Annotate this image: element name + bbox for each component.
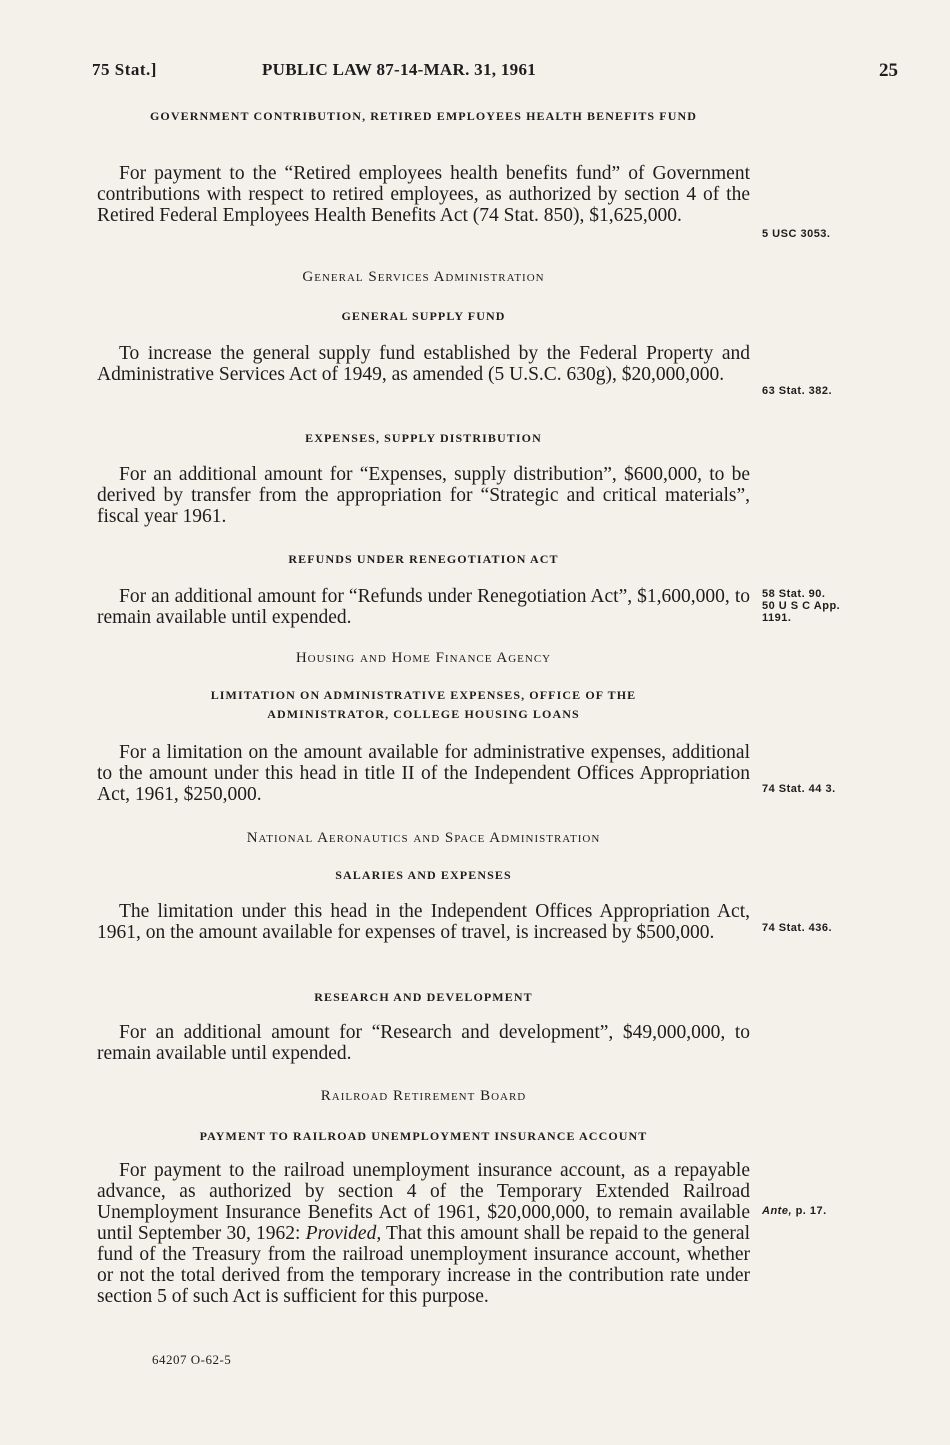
margin-note-ante: Ante, (762, 1205, 792, 1217)
payment-heading: PAYMENT TO RAILROAD UNEMPLOYMENT INSURANCE ACCOUNT (199, 1129, 648, 1143)
refunds-heading: REFUNDS UNDER RENEGOTIATION ACT (288, 552, 559, 566)
margin-note-58stat90 (762, 588, 882, 624)
expenses-supply-text: For an additional amount for “Expenses, supply distribution”, $600,000, to be derived by transfer from the appropriation for “Strategic and critical materials”, fiscal year 1961. (97, 464, 750, 527)
limitation-text: For a limitation on the amount available for administrative expenses, additional to the amount under this head in title II of the Independent Offices Appropriation Act, 1961, $250,000. (97, 742, 750, 805)
gov-contrib-heading: GOVERNMENT CONTRIBUTION, RETIRED EMPLOYEES HEALTH BENEFITS FUND (149, 109, 698, 123)
research-text: For an additional amount for “Research and development”, $49,000,000, to remain available until expended. (97, 1022, 750, 1064)
volume-citation: 75 Stat.] (92, 60, 157, 79)
rrb-heading: Railroad Retirement Board (320, 1088, 527, 1104)
page-number: 25 (879, 60, 898, 81)
salaries-text: The limitation under this head in the Independent Offices Appropriation Act, 1961, on the amount available for expenses of travel, is increased by $500,000. (97, 901, 750, 943)
expenses-supply-heading: EXPENSES, SUPPLY DISTRIBUTION (305, 431, 542, 445)
margin-note-line: 50 U S C App. (762, 600, 841, 612)
margin-note-74stat436: 74 Stat. 436. (762, 922, 833, 934)
payment-text-part-1: For payment to the railroad unemployment insurance account, as a repayable advance, as authorized by section 4 of the Temporary Extended Railroad Unemployment Insurance Benefits Act of 1961, $20,000,000, to remain available until September 30, 1962: (97, 1160, 750, 1244)
limitation-heading: LIMITATION ON ADMINISTRATIVE EXPENSES, OFFICE OF THE ADMINISTRATOR, COLLEGE HOUSING LOANS (210, 688, 637, 721)
margin-note-63stat382: 63 Stat. 382. (762, 385, 833, 397)
margin-note-page: p. 17. (795, 1205, 827, 1217)
payment-text-part-2: That this amount shall be repaid to the general fund of the Treasury from the railroad unemployment insurance account, whether or not the total derived from the temporary increase in the contribution rate under section 5 of such Act is sufficient for this purpose. (97, 1223, 750, 1307)
general-supply-text: To increase the general supply fund established by the Federal Property and Administrative Services Act of 1949, as amended (5 U.S.C. 630g), $20,000,000. (97, 343, 750, 385)
gov-contrib-text: For payment to the “Retired employees health benefits fund” of Government contributions with respect to retired employees, as authorized by section 4 of the Retired Federal Employees Health Benefits Act (74 Stat. 850), $1,625,000. (97, 163, 750, 226)
payment-text (97, 1160, 750, 1307)
print-code-footer: 64207 O-62-5 (152, 1352, 232, 1367)
nasa-heading: National Aeronautics and Space Administration (246, 830, 601, 846)
law-title: PUBLIC LAW 87-14-MAR. 31, 1961 (262, 60, 537, 79)
refunds-text: For an additional amount for “Refunds under Renegotiation Act”, $1,600,000, to remain available until expended. (97, 586, 750, 628)
margin-note-74stat443: 74 Stat. 44 3. (762, 783, 836, 795)
running-head (92, 60, 898, 88)
salaries-heading: SALARIES AND EXPENSES (335, 868, 512, 882)
gsa-heading: General Services Administration (302, 269, 545, 285)
payment-provided: Provided, (305, 1223, 382, 1244)
margin-note-line: 1191. (762, 612, 792, 624)
hhfa-heading: Housing and Home Finance Agency (295, 650, 552, 666)
margin-note-5usc3053: 5 USC 3053. (762, 228, 831, 240)
general-supply-heading: GENERAL SUPPLY FUND (341, 309, 506, 323)
margin-note-ante-p17 (762, 1205, 882, 1217)
margin-note-line: 58 Stat. 90. (762, 588, 826, 600)
research-heading: RESEARCH AND DEVELOPMENT (314, 990, 533, 1004)
